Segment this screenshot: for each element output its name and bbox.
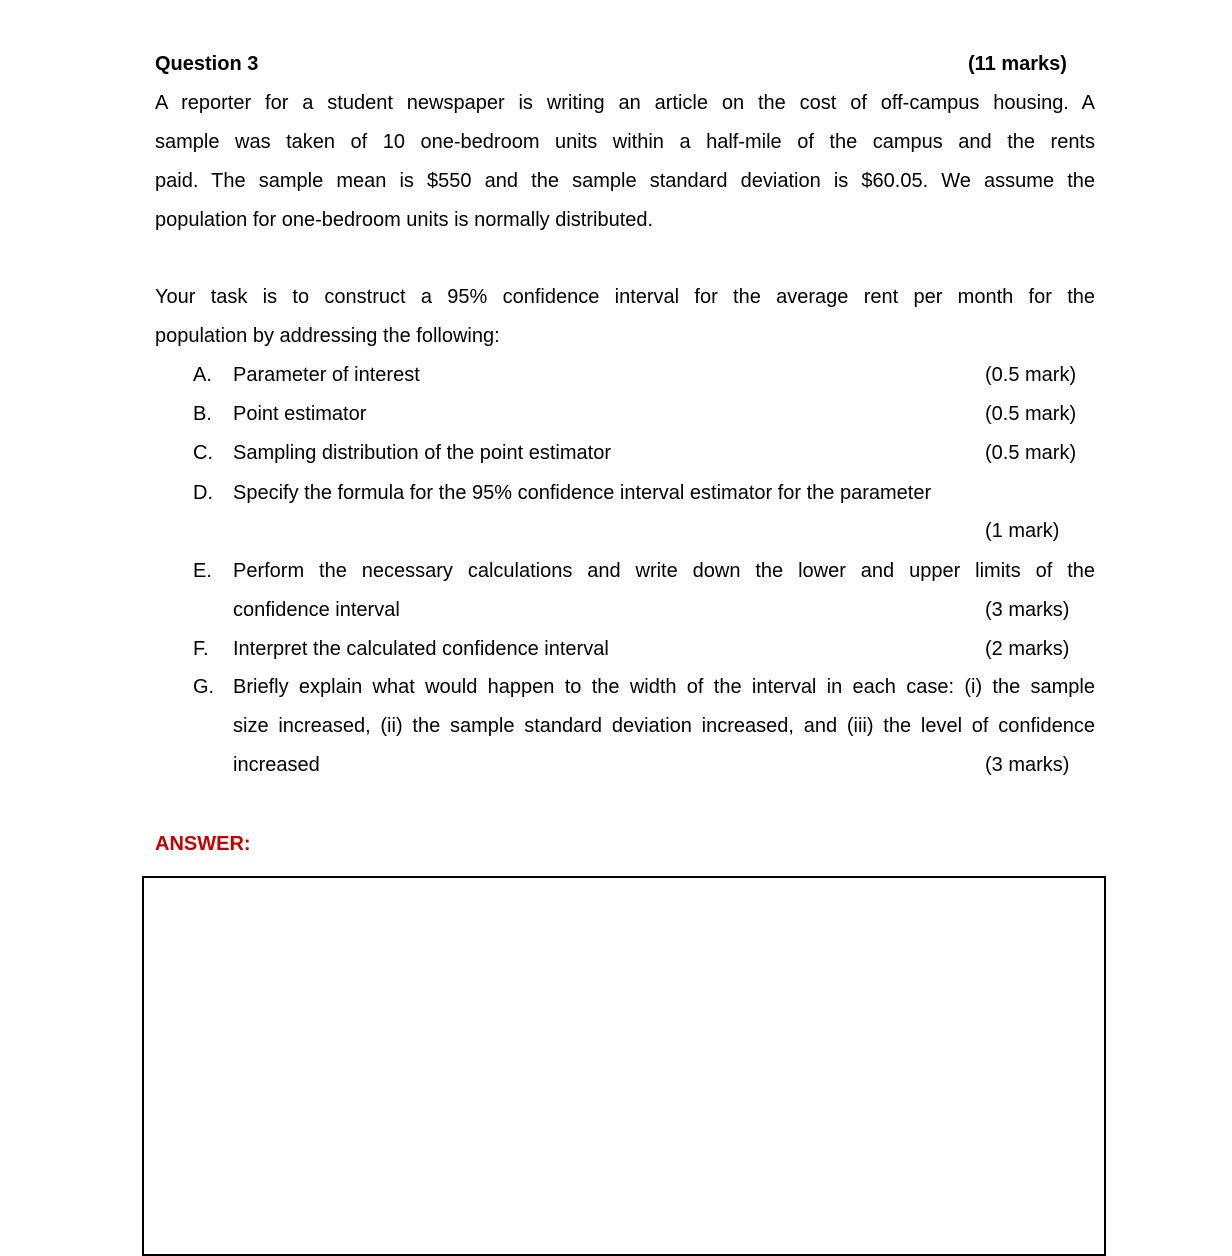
- intro-line-1: A reporter for a student newspaper is writing an article on the cost of off-campus housing. A: [155, 92, 1095, 114]
- intro-line-2: sample was taken of 10 one-bedroom units within a half-mile of the campus and the rents: [155, 131, 1095, 153]
- item-g-text-line-2: size increased, (ii) the sample standard deviation increased, and (iii) the level of confidence: [233, 715, 1095, 737]
- item-c-marks: (0.5 mark): [985, 442, 1077, 464]
- item-g-text-line-1: Briefly explain what would happen to the width of the interval in each case: (i) the sample: [233, 676, 1095, 698]
- item-f-letter: F.: [193, 638, 209, 660]
- item-e-marks: (3 marks): [985, 599, 1070, 621]
- question-total-marks: (11 marks): [968, 53, 1067, 75]
- intro-line-3: paid. The sample mean is $550 and the sample standard deviation is $60.05. We assume the: [155, 170, 1095, 192]
- item-d-letter: D.: [193, 482, 213, 504]
- item-b-text: Point estimator: [233, 403, 367, 425]
- item-g-letter: G.: [193, 676, 215, 698]
- item-d-text: Specify the formula for the 95% confidence interval estimator for the parameter: [233, 482, 932, 504]
- question-title: Question 3: [155, 53, 259, 75]
- answer-label: ANSWER:: [155, 833, 251, 855]
- item-a-text: Parameter of interest: [233, 364, 420, 386]
- task-line-2: population by addressing the following:: [155, 325, 500, 347]
- item-f-text: Interpret the calculated confidence interval: [233, 638, 609, 660]
- item-b-letter: B.: [193, 403, 212, 425]
- item-a-letter: A.: [193, 364, 212, 386]
- item-c-letter: C.: [193, 442, 213, 464]
- item-f-marks: (2 marks): [985, 638, 1070, 660]
- item-a-marks: (0.5 mark): [985, 364, 1077, 386]
- item-e-letter: E.: [193, 560, 212, 582]
- item-c-text: Sampling distribution of the point estimator: [233, 442, 611, 464]
- item-g-marks: (3 marks): [985, 754, 1070, 776]
- item-e-text-line-2: confidence interval: [233, 599, 400, 621]
- item-b-marks: (0.5 mark): [985, 403, 1077, 425]
- task-line-1: Your task is to construct a 95% confidence interval for the average rent per month for the: [155, 286, 1095, 308]
- item-e-text-line-1: Perform the necessary calculations and write down the lower and upper limits of the: [233, 560, 1095, 582]
- intro-line-4: population for one-bedroom units is normally distributed.: [155, 209, 654, 231]
- item-d-marks: (1 mark): [985, 520, 1060, 542]
- item-g-text-line-3: increased: [233, 754, 320, 776]
- answer-box[interactable]: [142, 876, 1106, 1256]
